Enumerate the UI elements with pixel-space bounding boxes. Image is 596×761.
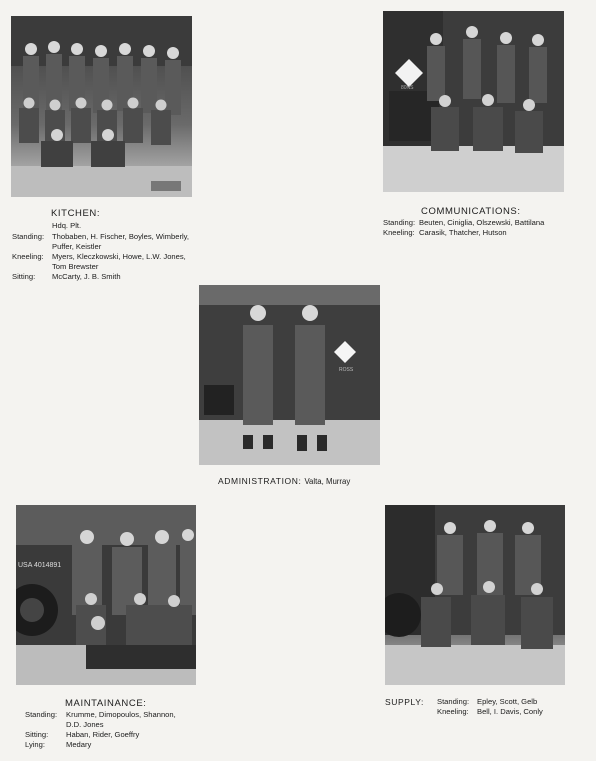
maintainance-standing-names-cont: D.D. Jones xyxy=(66,720,104,729)
maintainance-standing-names: Krumme, Dimopoulos, Shannon, xyxy=(66,710,176,719)
kitchen-sitting-label: Sitting: xyxy=(12,272,36,281)
kitchen-kneeling-label: Kneeling: xyxy=(12,252,44,261)
supply-photo xyxy=(385,505,565,685)
maintainance-sitting-label: Sitting: xyxy=(25,730,49,739)
kitchen-subtitle: Hdq. Plt. xyxy=(52,221,82,230)
maintainance-title: MAINTAINANCE: xyxy=(65,698,147,709)
maintainance-lying-names: Medary xyxy=(66,740,92,749)
administration-title: ADMINISTRATION: xyxy=(218,476,302,486)
maintainance-sitting-names: Haban, Rider, Goeffry xyxy=(66,730,140,739)
supply-caption xyxy=(385,697,543,717)
supply-title: SUPPLY: xyxy=(385,697,425,707)
kitchen-standing-label: Standing: xyxy=(12,232,45,241)
administration-names: Valta, Murray xyxy=(304,477,351,486)
supply-kneeling-names: Bell, I. Davis, Conly xyxy=(477,707,543,716)
communications-truck-marking: 80NS xyxy=(401,85,414,91)
supply-kneeling-label: Kneeling: xyxy=(437,707,469,716)
kitchen-caption xyxy=(12,232,189,282)
communications-standing-label: Standing: xyxy=(383,218,416,227)
administration-caption xyxy=(218,476,350,486)
kitchen-title: KITCHEN: xyxy=(51,208,101,219)
communications-kneeling-names: Carasik, Thatcher, Hutson xyxy=(419,228,507,237)
communications-caption xyxy=(383,218,544,238)
supply-standing-label: Standing: xyxy=(437,697,470,706)
communications-standing-names: Beuten, Ciniglia, Olszewski, Battilana xyxy=(419,218,545,227)
maintainance-photo xyxy=(16,505,196,685)
supply-standing-names: Epley, Scott, Gelb xyxy=(477,697,538,706)
administration-truck-marking: ROSS xyxy=(339,367,354,373)
administration-photo xyxy=(199,285,380,465)
communications-title: COMMUNICATIONS: xyxy=(421,206,521,217)
maintainance-standing-label: Standing: xyxy=(25,710,58,719)
communications-photo xyxy=(383,11,564,192)
maintainance-lying-label: Lying: xyxy=(25,740,45,749)
kitchen-standing-names-cont: Puffer, Keistler xyxy=(52,242,102,251)
kitchen-sitting-names: McCarty, J. B. Smith xyxy=(52,272,121,281)
kitchen-photo xyxy=(11,16,192,197)
kitchen-standing-names: Thobaben, H. Fischer, Boyles, Wimberly, xyxy=(52,232,190,241)
maintainance-truck-marking: USA 4014891 xyxy=(18,562,62,569)
kitchen-kneeling-names-cont: Tom Brewster xyxy=(52,262,99,271)
maintainance-caption xyxy=(25,710,176,750)
communications-kneeling-label: Kneeling: xyxy=(383,228,415,237)
kitchen-kneeling-names: Myers, Kleczkowski, Howe, L.W. Jones, xyxy=(52,252,186,261)
